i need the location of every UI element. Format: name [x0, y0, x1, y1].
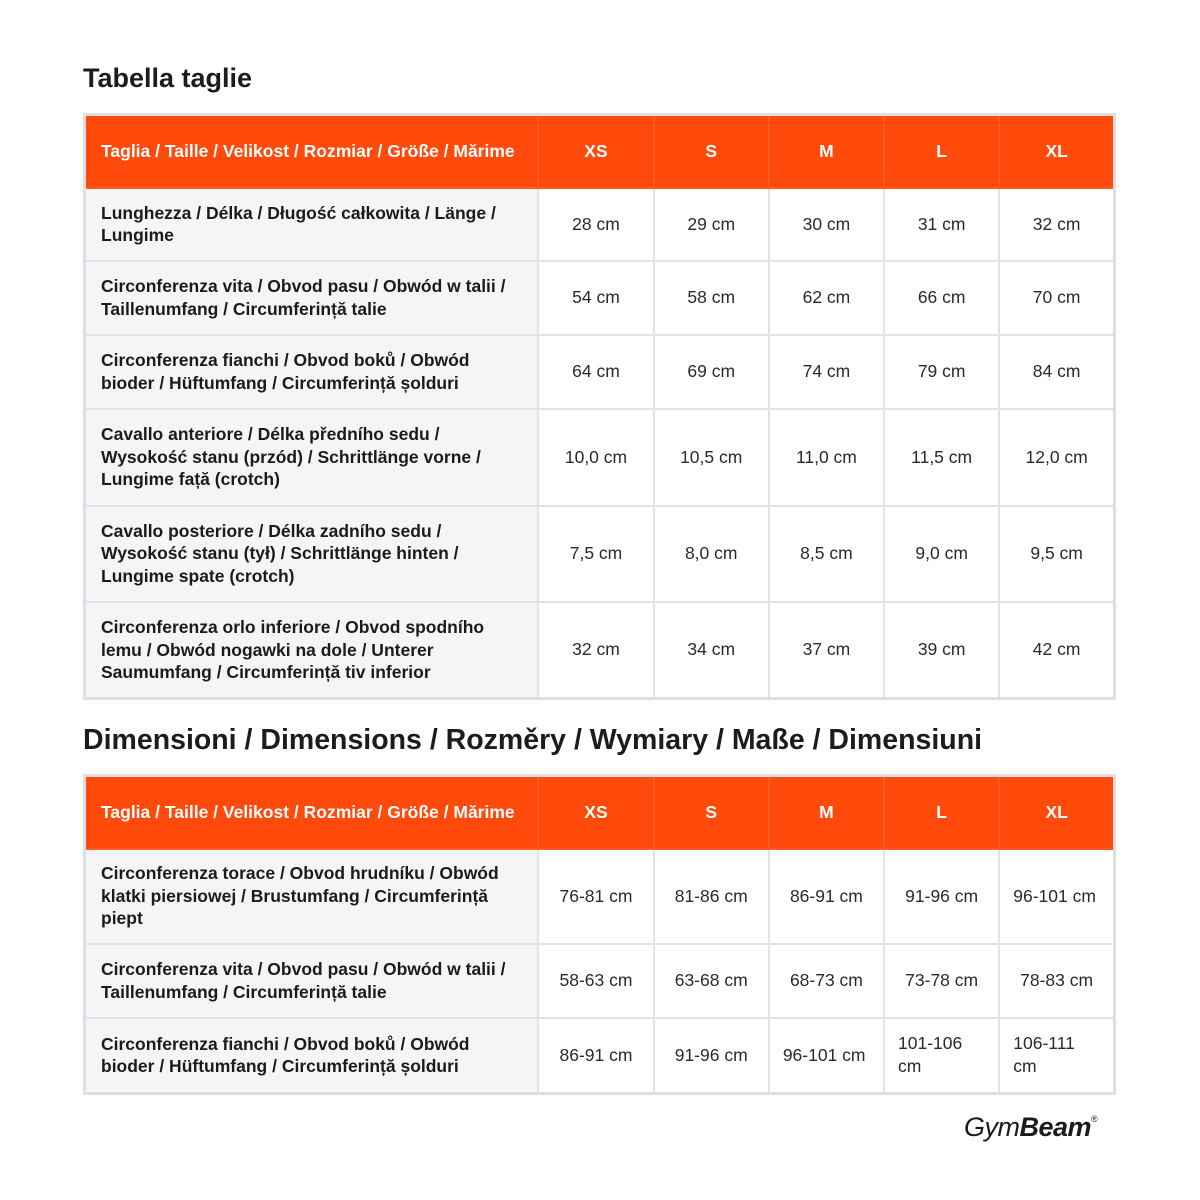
- table-row: [85, 188, 1115, 261]
- size-header-l: L: [884, 776, 999, 849]
- table-cell: 69 cm: [654, 335, 769, 409]
- table-row: [85, 849, 1115, 944]
- table-row: [85, 1018, 1115, 1094]
- size-header-xs: XS: [538, 115, 653, 188]
- table-cell: 42 cm: [999, 602, 1114, 699]
- table-cell: 37 cm: [769, 602, 884, 699]
- table-cell: 76-81 cm: [538, 849, 653, 944]
- table-cell: 91-96 cm: [654, 1018, 769, 1094]
- table-cell: 8,5 cm: [769, 506, 884, 602]
- size-header-m: M: [769, 115, 884, 188]
- table-cell: 31 cm: [884, 188, 999, 261]
- row-label: Circonferenza orlo inferiore / Obvod spodního lemu / Obwód nogawki na dole / Unterer Saumumfang / Circumferință tiv inferior: [85, 602, 539, 699]
- table-row: [85, 335, 1115, 409]
- table-cell: 68-73 cm: [769, 944, 884, 1018]
- table-cell: 9,5 cm: [999, 506, 1114, 602]
- size-header-xl: XL: [999, 115, 1114, 188]
- table-cell: 58 cm: [654, 261, 769, 335]
- table-cell: 84 cm: [999, 335, 1114, 409]
- row-label: Cavallo anteriore / Délka předního sedu / Wysokość stanu (przód) / Schrittlänge vorne / Lungime față (crotch): [85, 409, 539, 506]
- table-row: [85, 261, 1115, 335]
- size-chart-title: Tabella taglie: [83, 63, 253, 93]
- table-cell: 62 cm: [769, 261, 884, 335]
- size-chart-table: [83, 113, 1116, 700]
- table-cell: 9,0 cm: [884, 506, 999, 602]
- row-label: Circonferenza torace / Obvod hrudníku / Obwód klatki piersiowej / Brustumfang / Circumferință piept: [85, 849, 539, 944]
- table-cell: 28 cm: [538, 188, 653, 261]
- table-cell: 86-91 cm: [538, 1018, 653, 1094]
- table-row: [85, 409, 1115, 506]
- logo-text-beam: Beam: [1019, 1112, 1092, 1142]
- table-cell: 96-101 cm: [999, 849, 1114, 944]
- logo-text-gym: Gym: [964, 1112, 1020, 1142]
- table-row: [85, 506, 1115, 602]
- table-cell: 86-91 cm: [769, 849, 884, 944]
- table-cell: 58-63 cm: [538, 944, 653, 1018]
- table-cell: 10,0 cm: [538, 409, 653, 506]
- table-header-row: [85, 776, 1115, 849]
- dimensions-table: [83, 774, 1116, 1095]
- row-label: Circonferenza fianchi / Obvod boků / Obwód bioder / Hüftumfang / Circumferință șolduri: [85, 1018, 539, 1094]
- table-cell: 10,5 cm: [654, 409, 769, 506]
- size-header-xs: XS: [538, 776, 653, 849]
- size-header-l: L: [884, 115, 999, 188]
- size-header-xl: XL: [999, 776, 1114, 849]
- size-header-s: S: [654, 115, 769, 188]
- table-cell: 96-101 cm: [769, 1018, 884, 1094]
- table-cell: 79 cm: [884, 335, 999, 409]
- table-cell: 8,0 cm: [654, 506, 769, 602]
- table-cell: 66 cm: [884, 261, 999, 335]
- size-header-m: M: [769, 776, 884, 849]
- table-cell: 34 cm: [654, 602, 769, 699]
- row-label: Circonferenza vita / Obvod pasu / Obwód w talii / Taillenumfang / Circumferință talie: [85, 261, 539, 335]
- row-label: Lunghezza / Délka / Długość całkowita / Länge / Lungime: [85, 188, 539, 261]
- table-row: [85, 602, 1115, 699]
- row-label: Circonferenza vita / Obvod pasu / Obwód w talii / Taillenumfang / Circumferință talie: [85, 944, 539, 1018]
- table-cell: 7,5 cm: [538, 506, 653, 602]
- table-cell: 54 cm: [538, 261, 653, 335]
- table-cell: 74 cm: [769, 335, 884, 409]
- registered-mark: ®: [1091, 1114, 1098, 1124]
- table-cell: 91-96 cm: [884, 849, 999, 944]
- table-cell: 64 cm: [538, 335, 653, 409]
- table-cell: 30 cm: [769, 188, 884, 261]
- table-cell: 29 cm: [654, 188, 769, 261]
- row-label: Cavallo posteriore / Délka zadního sedu / Wysokość stanu (tył) / Schrittlänge hinten / Lungime spate (crotch): [85, 506, 539, 602]
- table-cell: 63-68 cm: [654, 944, 769, 1018]
- table-row: [85, 944, 1115, 1018]
- dimensions-title: Dimensioni / Dimensions / Rozměry / Wymiary / Maße / Dimensiuni: [83, 724, 983, 756]
- table-cell: 11,0 cm: [769, 409, 884, 506]
- table-cell: 12,0 cm: [999, 409, 1114, 506]
- size-column-header: Taglia / Taille / Velikost / Rozmiar / Größe / Mărime: [85, 115, 539, 188]
- size-column-header: Taglia / Taille / Velikost / Rozmiar / Größe / Mărime: [85, 776, 539, 849]
- row-label: Circonferenza fianchi / Obvod boků / Obwód bioder / Hüftumfang / Circumferință șolduri: [85, 335, 539, 409]
- table-cell: 39 cm: [884, 602, 999, 699]
- table-cell: 101-106 cm: [884, 1018, 999, 1094]
- table-cell: 11,5 cm: [884, 409, 999, 506]
- size-header-s: S: [654, 776, 769, 849]
- table-header-row: [85, 115, 1115, 188]
- table-cell: 81-86 cm: [654, 849, 769, 944]
- table-cell: 32 cm: [538, 602, 653, 699]
- gymbeam-logo: [964, 1112, 1097, 1143]
- table-cell: 70 cm: [999, 261, 1114, 335]
- table-cell: 106-111 cm: [999, 1018, 1114, 1094]
- table-cell: 32 cm: [999, 188, 1114, 261]
- table-cell: 73-78 cm: [884, 944, 999, 1018]
- table-cell: 78-83 cm: [999, 944, 1114, 1018]
